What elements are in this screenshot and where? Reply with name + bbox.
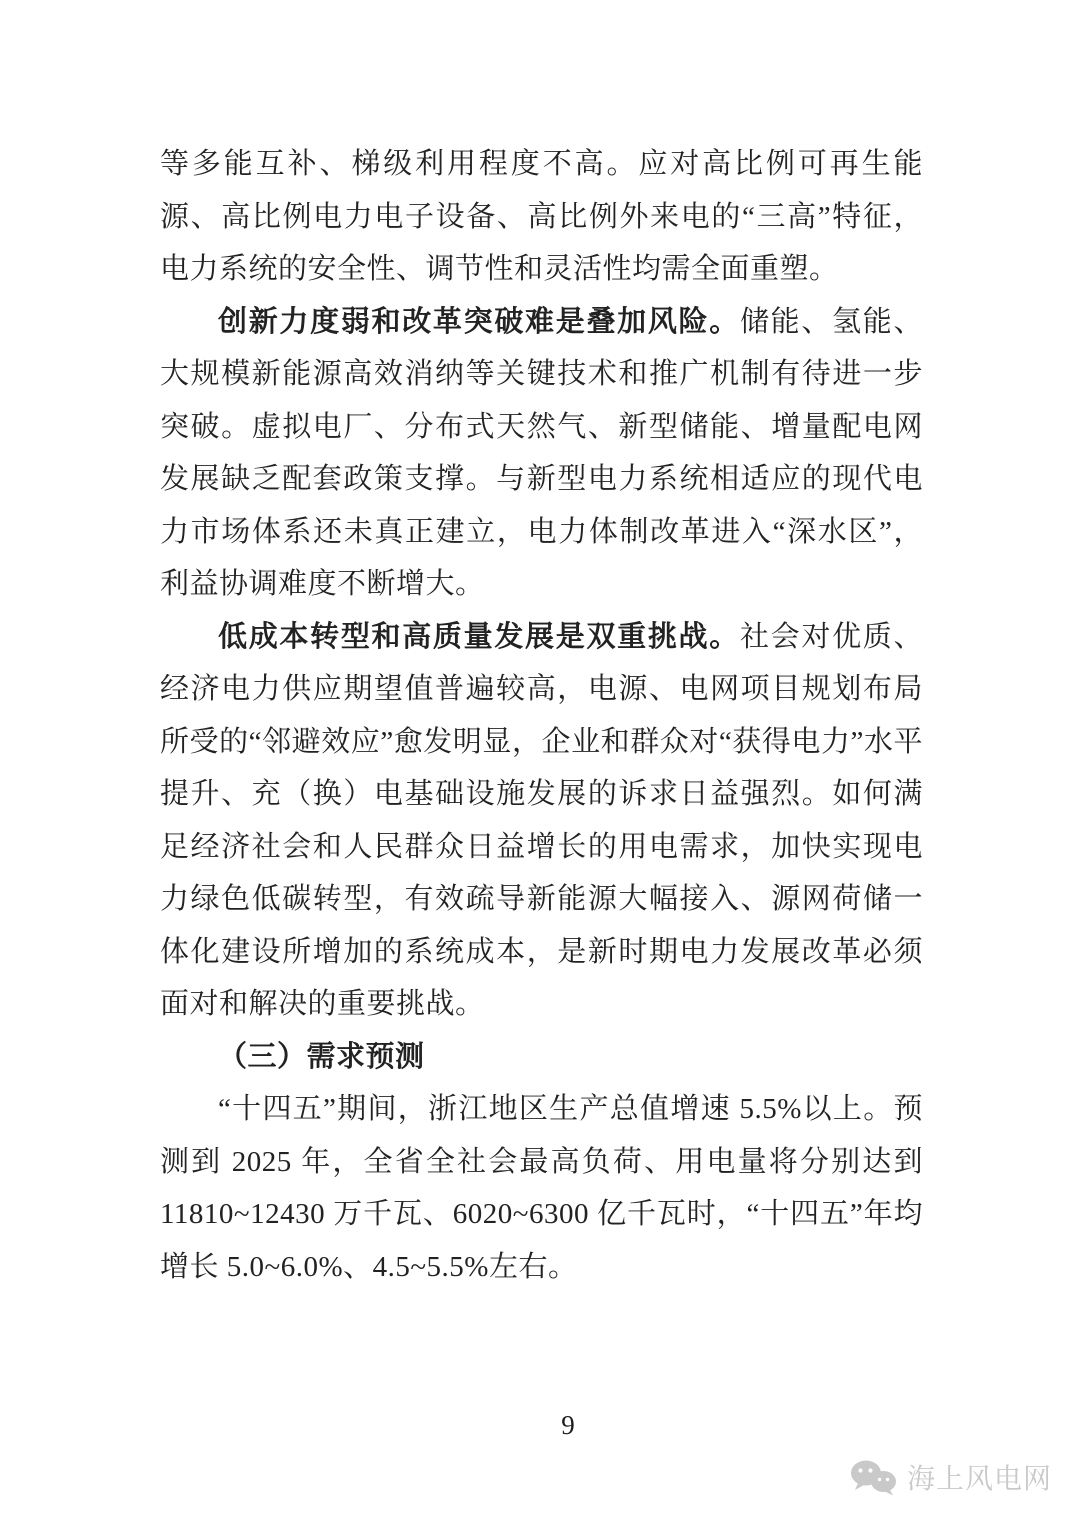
- paragraph-text: 储能、氢能、大规模新能源高效消纳等关键技术和推广机制有待进一步突破。虚拟电厂、分布式天然气、新型储能、增量配电网发展缺乏配套政策支撑。与新型电力系统相适应的现代电力市场体系还未真正建立，电力体制改革进入“深水区”，利益协调难度不断增大。: [160, 305, 923, 600]
- paragraph-lead-bold: 低成本转型和高质量发展是双重挑战。: [218, 620, 740, 653]
- page-number: 9: [561, 1410, 575, 1440]
- watermark: [850, 1457, 1052, 1497]
- watermark-text: 海上风电网: [906, 1464, 1052, 1495]
- wechat-icon: [850, 1458, 898, 1496]
- section-heading-demand-forecast: （三）需求预测: [218, 1040, 425, 1073]
- paragraph-text: 社会对优质、经济电力供应期望值普遍较高，电源、电网项目规划布局所受的“邻避效应”愈发明显，企业和群众对“获得电力”水平提升、充（换）电基础设施发展的诉求日益强烈。如何满足经济社会和人民群众日益增长的用电需求，加快实现电力绿色低碳转型，有效疏导新能源大幅接入、源网荷储一体化建设所增加的系统成本，是新时期电力发展改革必须面对和解决的重要挑战。: [160, 620, 923, 1020]
- document-body: [160, 0, 923, 1293]
- paragraph-demand-forecast: [160, 1083, 923, 1293]
- paragraph-lead-bold: 创新力度弱和改革突破难是叠加风险。: [218, 305, 740, 338]
- paragraph-text: “十四五”期间，浙江地区生产总值增速 5.5%以上。预测到 2025 年，全省全社会最高负荷、用电量将分别达到 11810~12430 万千瓦、6020~6300 亿千瓦时，“十四五”年均增长 5.0~6.0%、4.5~5.5%左右。: [160, 1093, 923, 1283]
- paragraph-innovation-risk: [160, 296, 923, 611]
- paragraph-cost-challenge: [160, 611, 923, 1031]
- paragraph-risk-continuation: [160, 138, 923, 296]
- paragraph-text: 等多能互补、梯级利用程度不高。应对高比例可再生能源、高比例电力电子设备、高比例外来电的“三高”特征，电力系统的安全性、调节性和灵活性均需全面重塑。: [160, 148, 923, 285]
